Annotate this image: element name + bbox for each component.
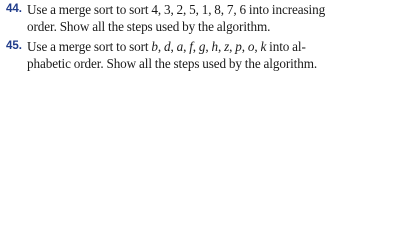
- letter-separator: ,: [229, 39, 236, 54]
- exercise-text-line: Use a merge sort to sort 4, 3, 2, 5, 1, 8, 7, 6 into increasing: [27, 2, 326, 17]
- letter-separator: ,: [157, 39, 164, 54]
- letter-separator: ,: [218, 39, 225, 54]
- letter-item: f: [189, 39, 193, 54]
- exercise-text: [27, 1, 396, 35]
- letter-separator: ,: [205, 39, 212, 54]
- exercise-text-prefix: Use a merge sort to sort: [27, 39, 152, 54]
- letter-separator: ,: [170, 39, 177, 54]
- letter-item: d: [163, 39, 171, 54]
- exercise-text-line: phabetic order. Show all the steps used by the algorithm.: [27, 56, 318, 71]
- letter-separator: ,: [183, 39, 190, 54]
- letter-list: [151, 39, 266, 54]
- letter-separator: ,: [241, 39, 248, 54]
- exercise-44: [6, 1, 396, 35]
- letter-separator: ,: [254, 39, 261, 54]
- letter-item: g: [198, 39, 206, 54]
- textbook-excerpt: [0, 0, 405, 77]
- letter-item: h: [211, 39, 218, 54]
- exercise-text-line: order. Show all the steps used by the algorithm.: [27, 19, 271, 34]
- letter-item: a: [176, 39, 184, 54]
- exercise-45: [6, 38, 396, 72]
- letter-item: b: [151, 39, 158, 54]
- letter-item: p: [235, 39, 242, 54]
- exercise-number: 45.: [6, 40, 22, 52]
- exercise-text: [27, 38, 396, 72]
- letter-item: z: [224, 39, 230, 54]
- letter-item: k: [260, 39, 267, 54]
- letter-separator: ,: [192, 39, 199, 54]
- exercise-text-suffix: into al-: [266, 39, 306, 54]
- letter-item: o: [247, 39, 255, 54]
- exercise-text-line: [27, 38, 396, 55]
- exercise-number: 44.: [6, 3, 22, 15]
